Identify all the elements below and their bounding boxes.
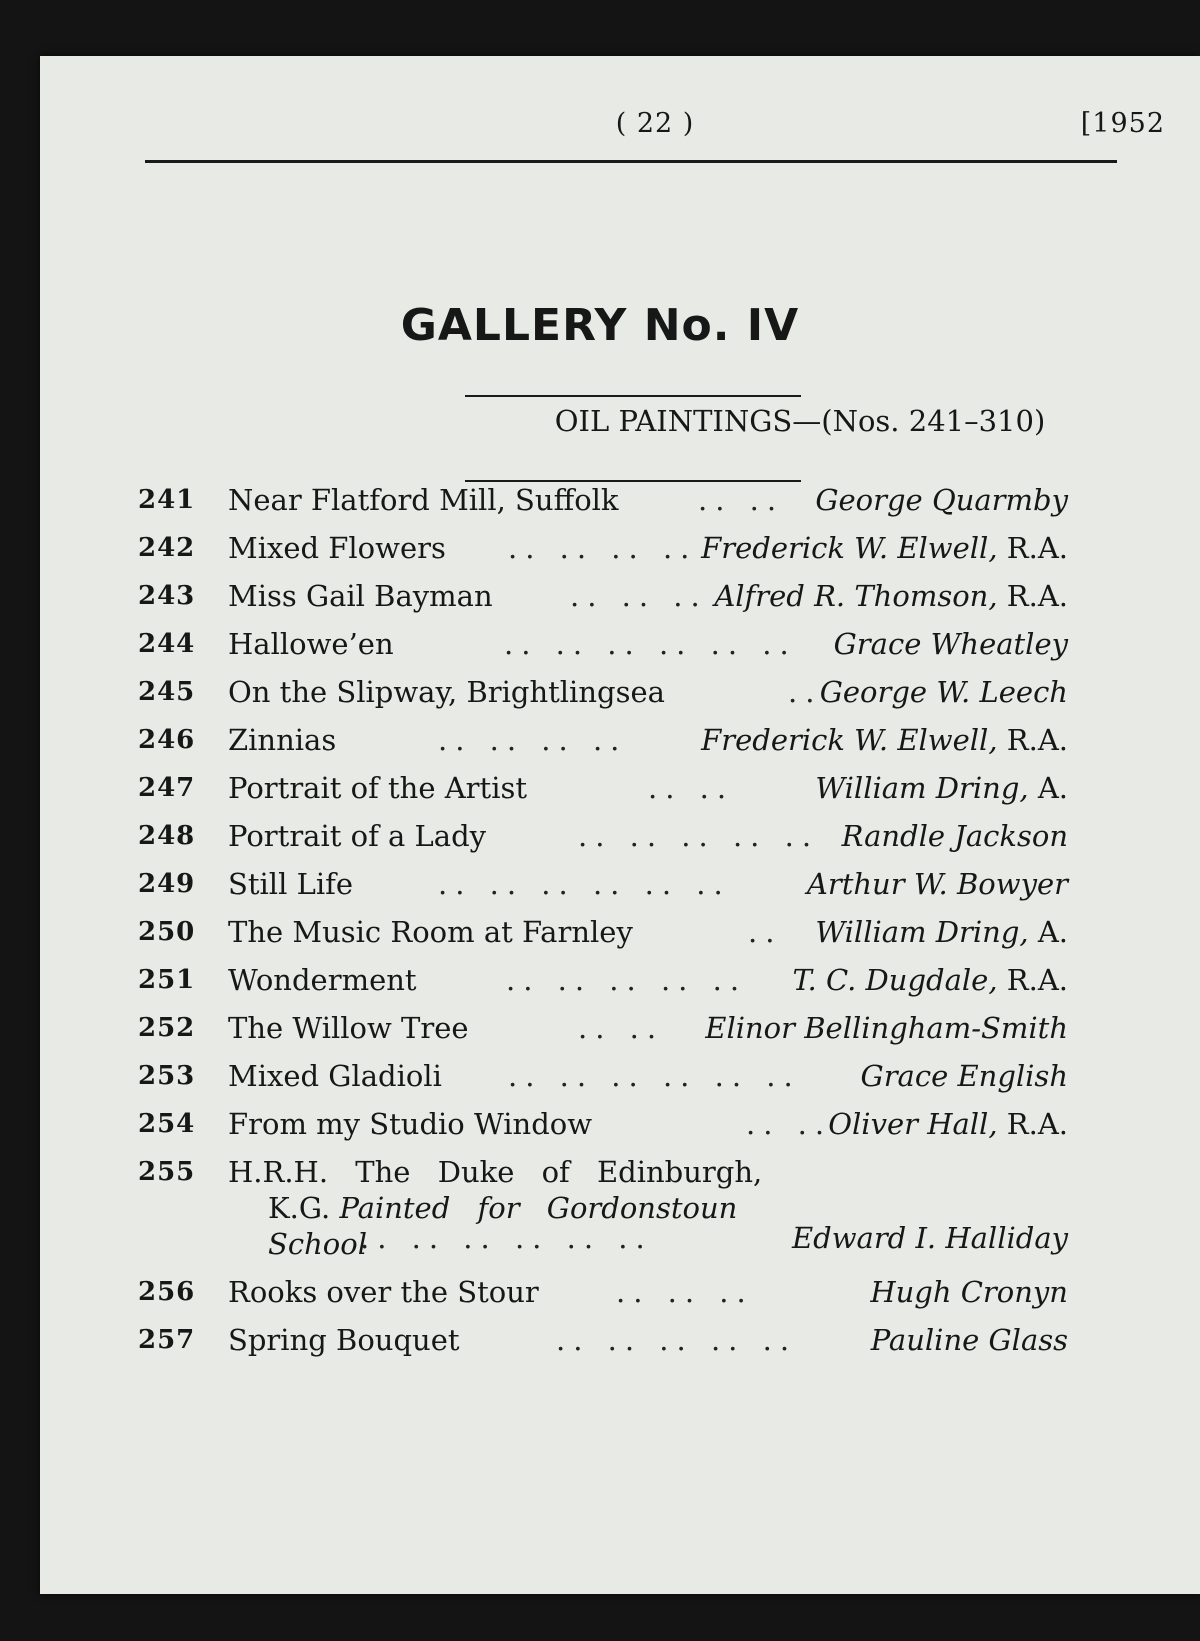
artist-name: T. C. Dugdale,	[792, 963, 998, 997]
artist-honour: R.A.	[1006, 579, 1068, 613]
catalogue-entry	[138, 1004, 1068, 1052]
catalogue-entry	[138, 716, 1068, 764]
entry-number: 245	[138, 677, 196, 707]
entry-title: Wonderment	[228, 963, 417, 997]
entry-artist	[834, 620, 1068, 668]
leader-dots: .. .. .. ..	[438, 723, 628, 757]
leader-dots: .. .. ..	[616, 1275, 754, 1309]
entry-artist	[815, 476, 1068, 524]
title-rule	[465, 395, 801, 397]
catalogue-entry	[138, 1100, 1068, 1148]
entry-number: 256	[138, 1277, 196, 1307]
entry-artist	[705, 1004, 1068, 1052]
artist-name: Frederick W. Elwell,	[701, 531, 998, 565]
catalogue-entry	[138, 860, 1068, 908]
entry-artist	[820, 668, 1068, 716]
header-rule	[145, 160, 1117, 163]
leader-dots: .. ..	[746, 1107, 833, 1141]
catalogue-entry	[138, 1268, 1068, 1316]
artist-name: Frederick W. Elwell,	[701, 723, 998, 757]
artist-honour: R.A.	[1006, 531, 1068, 565]
entry-artist	[701, 716, 1068, 764]
catalogue-entry	[138, 1316, 1068, 1364]
entry-title: Zinnias	[228, 723, 337, 757]
entry-artist	[842, 812, 1068, 860]
entry-number: 249	[138, 869, 196, 899]
entry-title: The Music Room at Farnley	[228, 915, 633, 949]
entry-artist	[807, 860, 1068, 908]
title-line: H.R.H. The Duke of Edinburgh,	[228, 1155, 763, 1189]
artist-name: Elinor Bellingham-Smith	[705, 1011, 1068, 1045]
artist-name: Oliver Hall,	[828, 1107, 998, 1141]
artist-name: Randle Jackson	[841, 819, 1068, 853]
entry-title: Portrait of a Lady	[228, 819, 487, 853]
artist-name: Arthur W. Bowyer	[806, 867, 1068, 901]
entry-title: Mixed Gladioli	[228, 1059, 442, 1093]
entry-number: 248	[138, 821, 196, 851]
artist-name: Pauline Glass	[870, 1323, 1068, 1357]
catalogue-entry	[138, 1148, 1068, 1268]
year-label: [1952	[1080, 108, 1165, 139]
entry-number: 250	[138, 917, 196, 947]
entry-number: 255	[138, 1157, 196, 1187]
entry-title: On the Slipway, Brightlingsea	[228, 675, 665, 709]
entry-title: Hallowe’en	[228, 627, 394, 661]
leader-dots: .. .. .. .. ..	[578, 819, 820, 853]
leader-dots: .. .. .. .. .. ..	[438, 867, 731, 901]
artist-name: William Dring,	[815, 771, 1029, 805]
entry-title: Near Flatford Mill, Suffolk	[228, 483, 619, 517]
entry-number: 241	[138, 485, 196, 515]
entry-number: 252	[138, 1013, 196, 1043]
title-text: K.G.	[268, 1191, 331, 1225]
artist-name: Alfred R. Thomson,	[714, 579, 998, 613]
artist-name: Edward I. Halliday	[791, 1221, 1068, 1255]
leader-dots: .. ..	[698, 483, 785, 517]
title-line: School	[268, 1227, 367, 1261]
entry-number: 253	[138, 1061, 196, 1091]
entry-number: 251	[138, 965, 196, 995]
leader-dots: .. .. .. .. .. ..	[508, 1059, 801, 1093]
entry-number: 244	[138, 629, 196, 659]
catalogue-entry	[138, 956, 1068, 1004]
section-title: OIL PAINTINGS—(Nos. 241–310)	[554, 404, 1046, 438]
catalogue-entry	[138, 1052, 1068, 1100]
leader-dots: .. ..	[648, 771, 735, 805]
entry-artist	[870, 1268, 1068, 1316]
catalogue-entry	[138, 572, 1068, 620]
artist-honour: R.A.	[1006, 1107, 1068, 1141]
leader-dots: ..	[748, 915, 783, 949]
entry-title: Portrait of the Artist	[228, 771, 528, 805]
catalogue-entry	[138, 812, 1068, 860]
artist-honour: R.A.	[1006, 963, 1068, 997]
artist-name: Hugh Cronyn	[870, 1275, 1068, 1309]
catalogue-entry	[138, 764, 1068, 812]
artist-name: George Quarmby	[815, 483, 1068, 517]
artist-honour: A.	[1037, 771, 1068, 805]
entry-number: 243	[138, 581, 196, 611]
artist-name: Grace Wheatley	[833, 627, 1068, 661]
entry-artist	[861, 1052, 1068, 1100]
entry-title: Spring Bouquet	[228, 1323, 460, 1357]
artist-honour: A.	[1037, 915, 1068, 949]
gallery-title: GALLERY No. IV	[400, 300, 800, 351]
artist-name: Grace English	[860, 1059, 1068, 1093]
entry-artist	[871, 1316, 1068, 1364]
artist-name: William Dring,	[815, 915, 1029, 949]
entry-title: Still Life	[228, 867, 353, 901]
catalogue-entry	[138, 908, 1068, 956]
catalogue-entry	[138, 476, 1068, 524]
entry-title: Miss Gail Bayman	[228, 579, 493, 613]
leader-dots: .. .. .. ..	[508, 531, 698, 565]
entry-number: 246	[138, 725, 196, 755]
entry-title: Rooks over the Stour	[228, 1275, 539, 1309]
leader-dots: .. .. .. .. .. ..	[504, 627, 797, 661]
page-header	[145, 108, 1165, 158]
entry-artist	[815, 764, 1068, 812]
entry-number: 242	[138, 533, 196, 563]
entry-number: 247	[138, 773, 196, 803]
catalogue-entry	[138, 524, 1068, 572]
leader-dots: .. .. .. .. ..	[506, 963, 748, 997]
leader-dots: .. .. .. .. .. ..	[360, 1221, 653, 1255]
catalogue-entry	[138, 668, 1068, 716]
entry-list	[138, 476, 1068, 1364]
entry-artist	[714, 572, 1068, 620]
entry-artist	[701, 524, 1068, 572]
entry-artist	[792, 1220, 1068, 1256]
entry-artist	[792, 956, 1068, 1004]
artist-name: George W. Leech	[819, 675, 1068, 709]
leader-dots: .. .. .. .. ..	[556, 1323, 798, 1357]
entry-title: The Willow Tree	[228, 1011, 469, 1045]
leader-dots: ..	[788, 675, 823, 709]
entry-artist	[828, 1100, 1068, 1148]
leader-dots: .. ..	[578, 1011, 665, 1045]
entry-number: 254	[138, 1109, 196, 1139]
page-number: ( 22 )	[615, 108, 695, 139]
entry-artist	[815, 908, 1068, 956]
entry-title: From my Studio Window	[228, 1107, 593, 1141]
leader-dots: .. .. ..	[570, 579, 708, 613]
title-note: Painted for Gordonstoun	[339, 1191, 738, 1225]
artist-honour: R.A.	[1006, 723, 1068, 757]
entry-title: Mixed Flowers	[228, 531, 446, 565]
entry-number: 257	[138, 1325, 196, 1355]
catalogue-entry	[138, 620, 1068, 668]
